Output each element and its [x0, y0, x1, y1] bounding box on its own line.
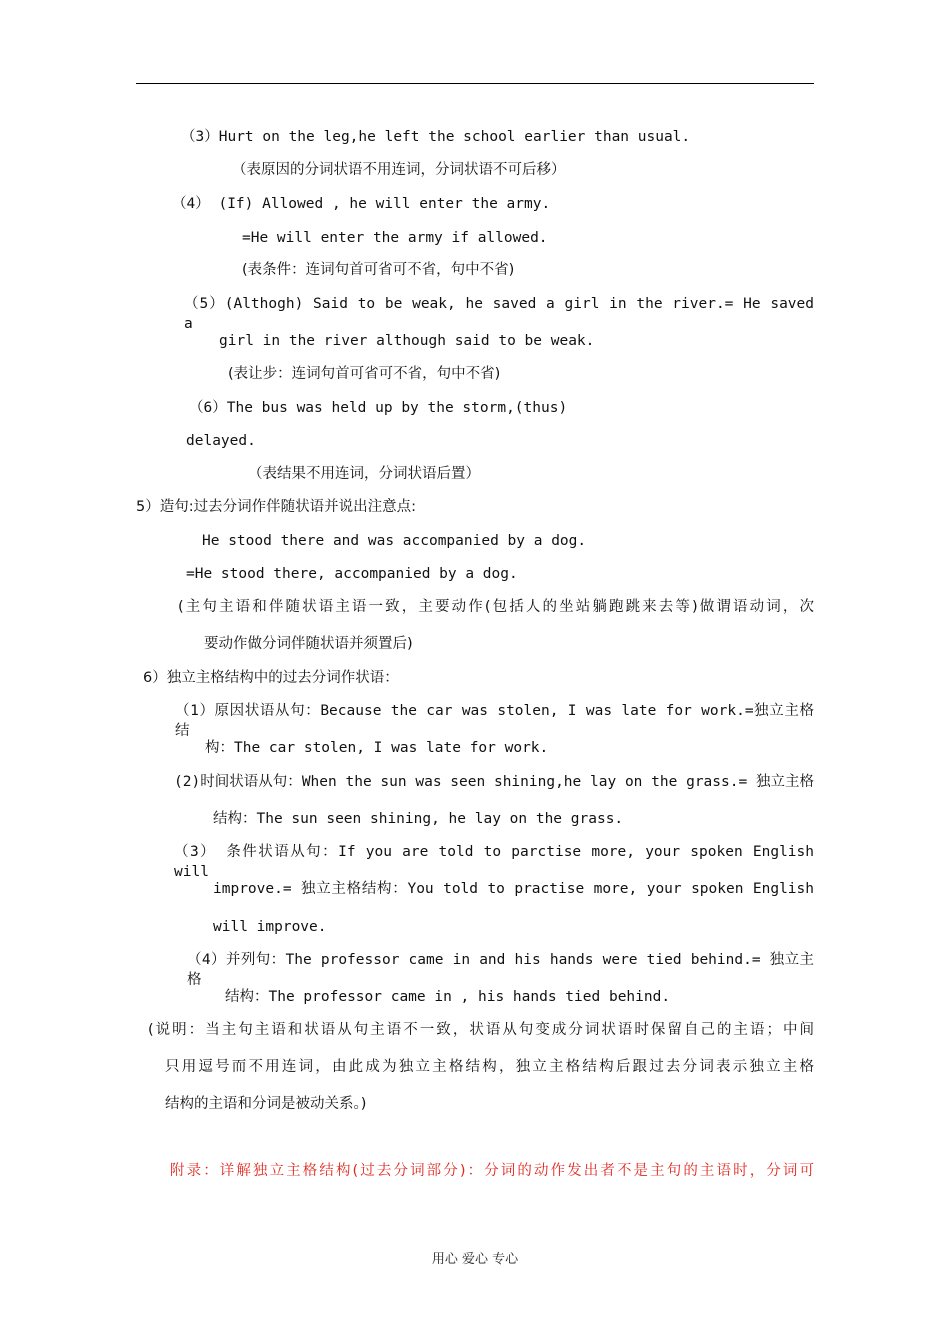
absolute-2-cont: 结构：The sun seen shining, he lay on the grass. — [213, 811, 624, 827]
header-rule — [136, 83, 814, 84]
note-accompany-cont: 要动作做分词伴随状语并须置后) — [204, 636, 413, 652]
sentence-1-rewrite: =He stood there, accompanied by a dog. — [186, 566, 518, 582]
appendix-heading: 附录：详解独立主格结构(过去分词部分)：分词的动作发出者不是主句的主语时，分词可 — [170, 1163, 814, 1179]
section-5-heading: 5）造句:过去分词作伴随状语并说出注意点: — [136, 499, 416, 515]
example-6-cont: delayed. — [186, 433, 256, 449]
explanation-note: (说明：当主句主语和状语从句主语不一致，状语从句变成分词状语时保留自己的主语；中间 — [148, 1022, 814, 1038]
absolute-4: （4）并列句：The professor came in and his hands were tied behind.= 独立主格 — [187, 952, 814, 988]
explanation-note-cont2: 结构的主语和分词是被动关系。) — [165, 1096, 367, 1112]
absolute-3: （3） 条件状语从句：If you are told to parctise more, your spoken English will — [174, 844, 814, 880]
example-3: （3）Hurt on the leg,he left the school earlier than usual. — [181, 129, 691, 145]
example-5: （5）(Althogh) Said to be weak, he saved a girl in the river.= He saved a — [184, 296, 814, 332]
absolute-1-cont: 构：The car stolen, I was late for work. — [205, 740, 549, 756]
absolute-4-cont: 结构：The professor came in , his hands tied behind. — [225, 989, 671, 1005]
example-5-cont: girl in the river although said to be weak. — [219, 333, 595, 349]
note-cause: （表原因的分词状语不用连词，分词状语不可后移） — [232, 162, 566, 178]
absolute-1: （1）原因状语从句：Because the car was stolen, I was late for work.=独立主格结 — [175, 703, 814, 739]
page-footer: 用心 爱心 专心 — [431, 1252, 519, 1267]
note-result: （表结果不用连词，分词状语后置） — [248, 466, 480, 482]
absolute-3-cont2: will improve. — [213, 919, 327, 935]
note-accompany: (主句主语和伴随状语主语一致，主要动作(包括人的坐站躺跑跳来去等)做谓语动词，次 — [178, 599, 814, 615]
section-6-heading: 6）独立主格结构中的过去分词作状语： — [143, 670, 399, 686]
absolute-2: (2)时间状语从句：When the sun was seen shining,he lay on the grass.= 独立主格 — [174, 774, 814, 790]
example-4: （4） (If) Allowed , he will enter the army. — [172, 196, 551, 212]
sentence-1: He stood there and was accompanied by a dog. — [202, 533, 587, 549]
note-condition: (表条件：连词句首可省可不省，句中不省) — [242, 262, 515, 278]
absolute-3-cont: improve.= 独立主格结构：You told to practise more, your spoken English — [213, 881, 814, 897]
example-4-rewrite: =He will enter the army if allowed. — [242, 230, 548, 246]
example-6: （6）The bus was held up by the storm,(thus) — [189, 400, 568, 416]
note-concession: (表让步：连词句首可省可不省，句中不省) — [228, 366, 501, 382]
explanation-note-cont: 只用逗号而不用连词，由此成为独立主格结构，独立主格结构后跟过去分词表示独立主格 — [165, 1059, 814, 1075]
